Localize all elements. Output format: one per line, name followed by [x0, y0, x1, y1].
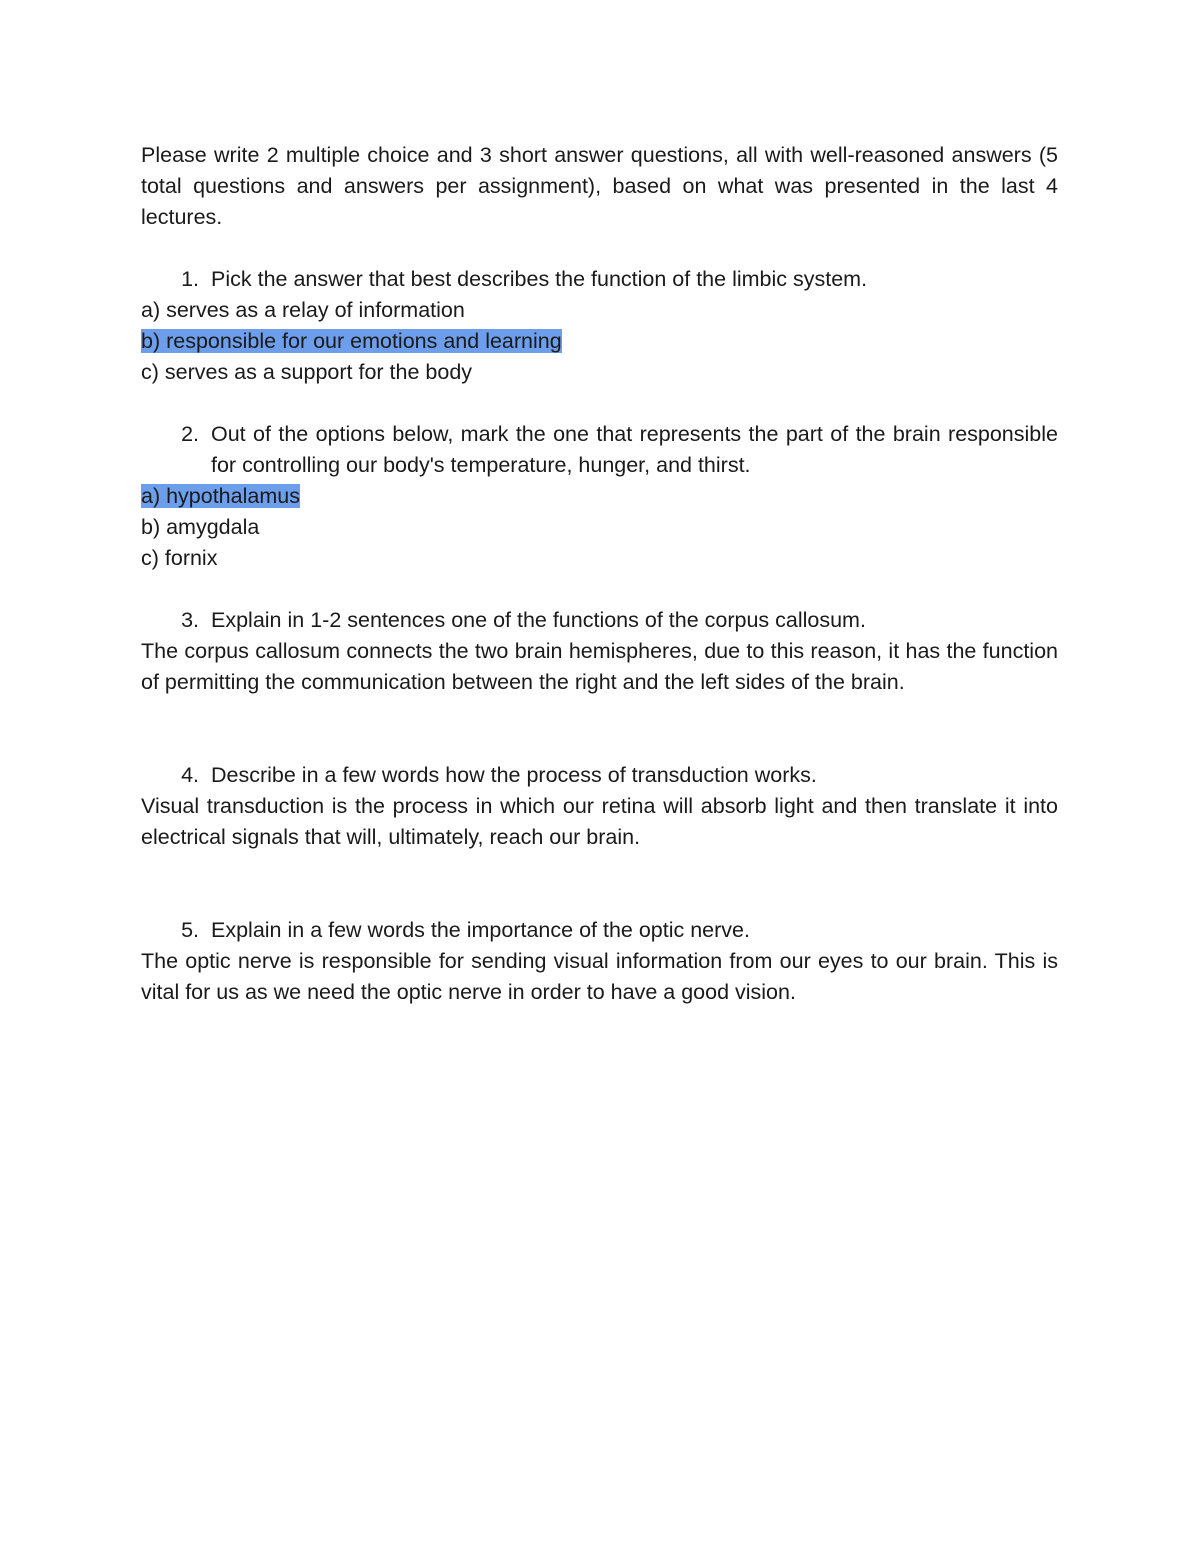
question-1 — [141, 264, 1058, 295]
highlighted-answer: a) hypothalamus — [141, 484, 300, 508]
question-3 — [141, 605, 1058, 636]
option-1c: c) serves as a support for the body — [141, 360, 473, 384]
question-number: 5. — [181, 918, 199, 942]
option-1a: a) serves as a relay of information — [141, 298, 465, 322]
option-2b: b) amygdala — [141, 515, 260, 539]
question-5 — [141, 915, 1058, 946]
question-number: 2. — [181, 422, 199, 446]
question-4 — [141, 760, 1058, 791]
question-text: Out of the options below, mark the one that represents the part of the brain responsible for controlling our body's temperature, hunger, and thirst. — [211, 422, 1058, 477]
option-2c: c) fornix — [141, 546, 218, 570]
question-text: Explain in a few words the importance of the optic nerve. — [211, 918, 750, 942]
option-1b-selected — [141, 326, 1058, 357]
document-page — [141, 140, 1058, 1008]
question-number: 1. — [181, 267, 199, 291]
question-number: 4. — [181, 763, 199, 787]
question-text: Describe in a few words how the process of transduction works. — [211, 763, 817, 787]
assignment-instructions: Please write 2 multiple choice and 3 short answer questions, all with well-reasoned answers (5 total questions and answers per assignment), based on what was presented in the last 4 lectures. — [141, 143, 1058, 229]
answer-3: The corpus callosum connects the two brain hemispheres, due to this reason, it has the function of permitting the communication between the right and the left sides of the brain. — [141, 639, 1058, 694]
answer-4: Visual transduction is the process in which our retina will absorb light and then translate it into electrical signals that will, ultimately, reach our brain. — [141, 794, 1058, 849]
question-text: Pick the answer that best describes the function of the limbic system. — [211, 267, 868, 291]
question-text: Explain in 1-2 sentences one of the functions of the corpus callosum. — [211, 608, 866, 632]
option-2a-selected — [141, 481, 1058, 512]
answer-5: The optic nerve is responsible for sending visual information from our eyes to our brain. This is vital for us as we need the optic nerve in order to have a good vision. — [141, 949, 1058, 1004]
question-number: 3. — [181, 608, 199, 632]
question-2 — [141, 419, 1058, 481]
highlighted-answer: b) responsible for our emotions and learning — [141, 329, 562, 353]
